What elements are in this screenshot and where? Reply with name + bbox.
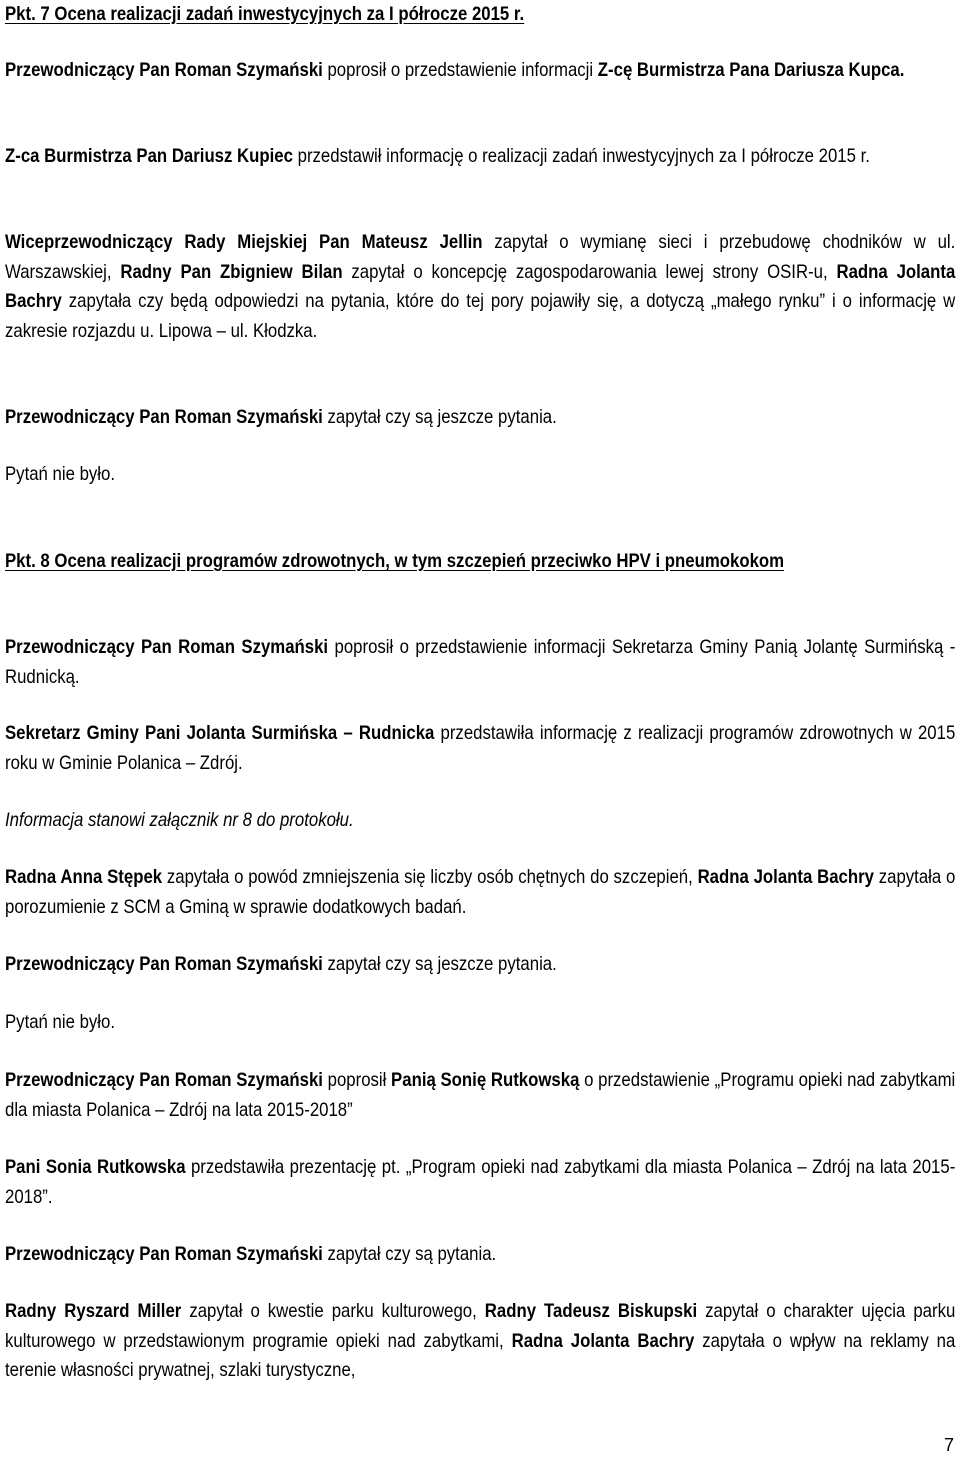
paragraph: [5, 142, 955, 172]
text: zapytał o charakter ujęcia parku kulturowego w przedstawionym programie opieki nad zabytkami,: [5, 1300, 956, 1352]
paragraph: [5, 0, 955, 30]
text: zapytał o wymianę sieci i przebudowę chodników w ul. Warszawskiej,: [5, 231, 956, 283]
paragraph: [5, 1066, 955, 1125]
text: przedstawił informację o realizacji zadań inwestycyjnych za I półrocze 2015 r.: [292, 145, 870, 167]
bold-text: Radna Jolanta Bachry: [5, 260, 956, 312]
text: poprosił o przedstawienie informacji: [322, 59, 598, 81]
bold-text: Radna Jolanta Bachry: [511, 1329, 695, 1352]
page-number: 7: [943, 1435, 954, 1455]
paragraph: [5, 403, 955, 433]
text: poprosił: [322, 1069, 392, 1091]
bold-text: Wiceprzewodniczący Rady Miejskiej Pan Mateusz Jellin: [5, 231, 483, 253]
paragraph: [5, 1153, 955, 1212]
paragraph: [5, 547, 955, 577]
paragraph: [5, 863, 955, 922]
text: zapytał o koncepcję zagospodarowania lewej strony OSIR-u,: [342, 260, 837, 283]
bold-text: Radny Pan Zbigniew Bilan: [120, 260, 343, 283]
bold-text: Pani Sonia Rutkowska: [5, 1156, 186, 1178]
bold-text: Sekretarz Gminy Pani Jolanta Surmińska – Rudnicka: [5, 722, 435, 744]
text: zapytała czy będą odpowiedzi na pytania, które do tej pory pojawiły się, a dotyczą „małego rynku” i o informację w zakresie rozjazdu u. Lipowa – ul. Kłodzka.: [5, 290, 956, 342]
text: Pytań nie było.: [5, 1011, 116, 1033]
bold-text: Przewodniczący Pan Roman Szymański: [5, 1243, 323, 1265]
text: Informacja stanowi załącznik nr 8 do protokołu.: [5, 809, 354, 831]
bold-text: Przewodniczący Pan Roman Szymański: [5, 406, 323, 428]
paragraph: [5, 1240, 955, 1270]
paragraph: [5, 1008, 955, 1038]
bold-text: Radny Ryszard Miller: [5, 1300, 182, 1322]
text: zapytała o powód zmniejszenia się liczby osób chętnych do szczepień,: [162, 866, 698, 888]
bold-text: Pkt. 8 Ocena realizacji programów zdrowotnych, w tym szczepień przeciwko HPV i pneumokokom: [5, 550, 785, 572]
bold-text: Radny Tadeusz Biskupski: [484, 1300, 698, 1322]
text: przedstawiła prezentację pt. „Program opieki nad zabytkami dla miasta Polanica – Zdrój na lata 2015-2018”.: [5, 1156, 956, 1208]
text: Pytań nie było.: [5, 463, 116, 485]
text: zapytała o porozumienie z SCM a Gminą w sprawie dodatkowych badań.: [5, 866, 956, 918]
text: zapytała o wpływ na reklamy na terenie własności prywatnej, szlaki turystyczne,: [5, 1329, 956, 1381]
text: zapytał czy są jeszcze pytania.: [322, 953, 557, 975]
text: o przedstawienie „Programu opieki nad zabytkami dla miasta Polanica – Zdrój na lata 2015-2018”: [5, 1069, 956, 1121]
paragraph: [5, 633, 955, 692]
paragraph: [5, 719, 955, 778]
bold-text: Z-ca Burmistrza Pan Dariusz Kupiec: [5, 145, 293, 167]
paragraph: [5, 228, 955, 346]
paragraph: [5, 460, 955, 490]
bold-text: Przewodniczący Pan Roman Szymański: [5, 1069, 323, 1091]
paragraph: [5, 806, 955, 836]
bold-text: Z-cę Burmistrza Pana Dariusza Kupca.: [597, 59, 905, 81]
paragraph: [5, 56, 955, 86]
bold-text: Pkt. 7 Ocena realizacji zadań inwestycyjnych za I półrocze 2015 r.: [5, 3, 525, 25]
text: przedstawiła informację z realizacji programów zdrowotnych w 2015 roku w Gminie Polanica – Zdrój.: [5, 722, 956, 774]
text: zapytał czy są pytania.: [322, 1243, 497, 1265]
text: poprosił o przedstawienie informacji Sekretarza Gminy Panią Jolantę Surmińską - Rudnicką.: [5, 636, 956, 688]
paragraph: [5, 1297, 955, 1386]
paragraph: [5, 950, 955, 980]
bold-text: Przewodniczący Pan Roman Szymański: [5, 953, 323, 975]
text: zapytał czy są jeszcze pytania.: [322, 406, 557, 428]
text: zapytał o kwestie parku kulturowego,: [181, 1300, 485, 1322]
bold-text: Panią Sonię Rutkowską: [391, 1069, 580, 1091]
bold-text: Radna Anna Stępek: [5, 866, 163, 888]
bold-text: Przewodniczący Pan Roman Szymański: [5, 59, 323, 81]
bold-text: Przewodniczący Pan Roman Szymański: [5, 636, 329, 658]
bold-text: Radna Jolanta Bachry: [697, 866, 874, 888]
